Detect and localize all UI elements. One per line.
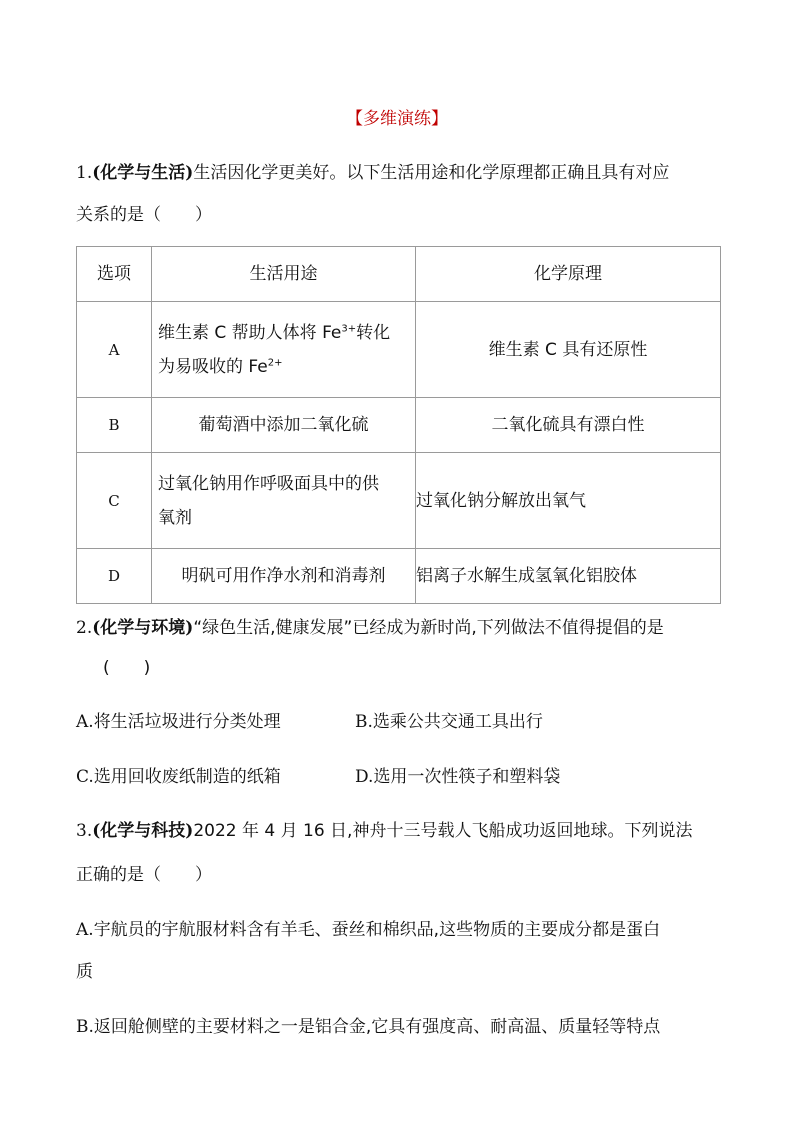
question-2-line-1 <box>76 616 664 640</box>
table-row <box>77 398 721 453</box>
q2-option-a <box>76 710 281 734</box>
row-principle-d: 铝离子水解生成氢氧化铝胶体 <box>416 549 721 604</box>
row-option-d: D <box>77 549 152 604</box>
q2-option-c <box>76 765 281 789</box>
q3-option-b-label: B. <box>76 1017 94 1037</box>
section-title: 【多维演练】 <box>346 109 448 129</box>
table-row <box>77 549 721 604</box>
q2-option-d-label: D. <box>355 767 374 787</box>
row-use-b: 葡萄酒中添加二氧化硫 <box>152 398 416 453</box>
question-2-number: 2. <box>76 618 93 638</box>
q2-option-b <box>355 710 543 734</box>
header-option: 选项 <box>77 247 152 302</box>
q3-option-b-text: 返回舱侧壁的主要材料之一是铝合金,它具有强度高、耐高温、质量轻等特点 <box>93 1017 661 1037</box>
q2-option-c-text: 选用回收废纸制造的纸箱 <box>93 767 281 787</box>
q2-option-c-label: C. <box>76 767 94 787</box>
use-c-line-1: 过氧化钠用作呼吸面具中的供 <box>158 473 379 494</box>
table-row <box>77 453 721 549</box>
q3-option-b-line-1 <box>76 1015 660 1039</box>
use-a-text-3: 为易吸收的 Fe <box>158 356 268 377</box>
question-1-number: 1. <box>76 163 93 183</box>
q3-option-a-text: 宇航员的宇航服材料含有羊毛、蚕丝和棉织品,这些物质的主要成分都是蛋白 <box>93 920 661 940</box>
use-c-line-2: 氧剂 <box>158 507 192 528</box>
q3-option-a-line-2: 质 <box>76 962 93 982</box>
row-principle-c: 过氧化钠分解放出氧气 <box>416 453 721 549</box>
q2-option-a-text: 将生活垃圾进行分类处理 <box>93 712 281 732</box>
row-option-b: B <box>77 398 152 453</box>
question-2-text: “绿色生活,健康发展”已经成为新时尚,下列做法不值得提倡的是 <box>193 618 664 638</box>
header-principle: 化学原理 <box>416 247 721 302</box>
question-3-line-1 <box>76 819 692 843</box>
use-a-text-1: 维生素 C 帮助人体将 Fe <box>158 322 342 343</box>
row-use-c <box>152 453 416 549</box>
question-1-line-1 <box>76 161 669 185</box>
question-3-number: 3. <box>76 821 93 841</box>
use-a-text-2: 转化 <box>356 322 391 343</box>
question-2-line-2: ( ) <box>103 658 151 678</box>
row-option-a: A <box>77 302 152 398</box>
question-3-text: 2022 年 4 月 16 日,神舟十三号载人飞船成功返回地球。下列说法 <box>193 821 693 841</box>
use-a-sup-1: 3+ <box>341 322 357 334</box>
question-1-text: 生活因化学更美好。以下生活用途和化学原理都正确且具有对应 <box>193 163 670 183</box>
options-table <box>76 246 721 604</box>
q2-option-b-text: 选乘公共交通工具出行 <box>372 712 543 732</box>
q3-option-a-label: A. <box>76 920 94 940</box>
table-header-row <box>77 247 721 302</box>
question-3-tag: (化学与科技) <box>92 821 194 841</box>
question-2-tag: (化学与环境) <box>92 618 194 638</box>
row-principle-a: 维生素 C 具有还原性 <box>416 302 721 398</box>
row-use-a <box>152 302 416 398</box>
question-3-line-2: 正确的是（ ） <box>76 865 212 885</box>
q2-option-d-text: 选用一次性筷子和塑料袋 <box>373 767 561 787</box>
row-principle-b: 二氧化硫具有漂白性 <box>416 398 721 453</box>
row-option-c: C <box>77 453 152 549</box>
q2-option-d <box>355 765 560 789</box>
header-use: 生活用途 <box>152 247 416 302</box>
q3-option-a-line-1 <box>76 918 660 942</box>
row-use-d: 明矾可用作净水剂和消毒剂 <box>152 549 416 604</box>
use-a-sup-2: 2+ <box>267 356 283 368</box>
question-1-tag: (化学与生活) <box>92 163 194 183</box>
question-1-line-2: 关系的是（ ） <box>76 205 212 225</box>
table-row <box>77 302 721 398</box>
q2-option-b-label: B. <box>355 712 373 732</box>
q2-option-a-label: A. <box>76 712 94 732</box>
